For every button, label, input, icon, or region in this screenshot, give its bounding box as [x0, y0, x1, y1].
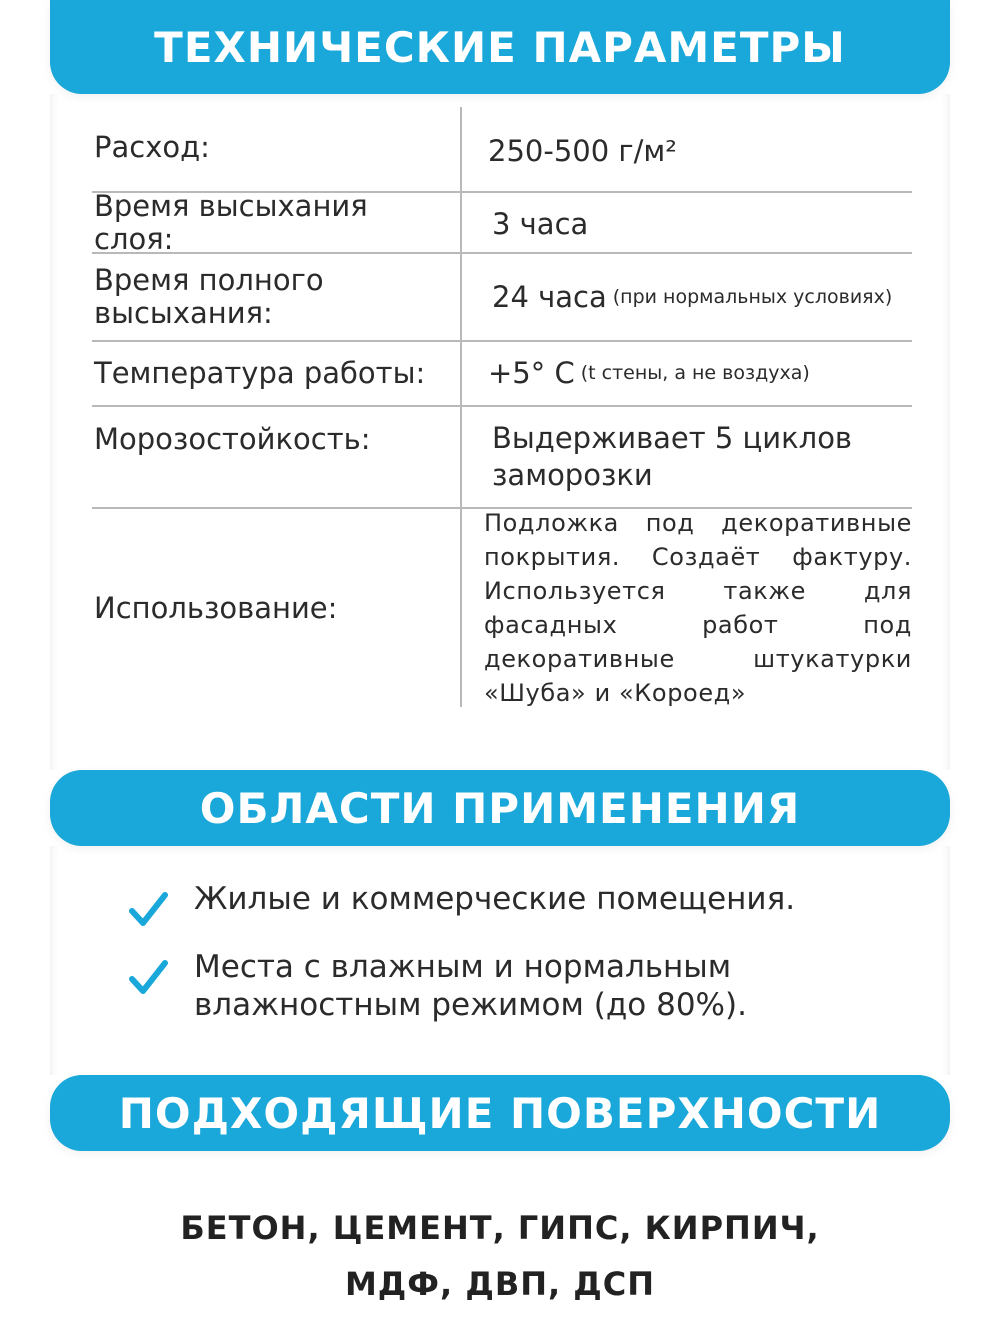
- param-value-text: 24 часа: [492, 279, 607, 314]
- surfaces-line: МДФ, ДВП, ДСП: [344, 1265, 656, 1303]
- param-row: [92, 188, 912, 256]
- tech-params-banner: [50, 0, 950, 94]
- param-value-text: 250-500 г/м²: [488, 133, 677, 168]
- param-value: [462, 407, 912, 507]
- param-label: Использование:: [92, 509, 462, 707]
- tech-params-table: [92, 107, 912, 707]
- param-label: Температура работы:: [92, 342, 462, 405]
- param-value: [462, 193, 912, 252]
- areas-title: ОБЛАСТИ ПРИМЕНЕНИЯ: [199, 783, 801, 833]
- checkmark-icon: [128, 958, 168, 998]
- areas-list: [128, 880, 888, 1042]
- surfaces-banner: [50, 1075, 950, 1151]
- param-value: [462, 254, 912, 340]
- list-item-text: Жилые и коммерческие помещения.: [194, 881, 796, 917]
- param-row: [92, 254, 912, 342]
- param-value: [462, 107, 912, 191]
- surfaces-line: БЕТОН, ЦЕМЕНТ, ГИПС, КИРПИЧ,: [180, 1209, 820, 1247]
- param-value-text: 3 часа: [492, 207, 589, 241]
- param-row: [92, 342, 912, 407]
- param-label: Время полного высыхания:: [92, 254, 462, 340]
- areas-banner: [50, 770, 950, 846]
- list-item: [128, 948, 888, 1024]
- param-row: [92, 509, 912, 707]
- surfaces-title: ПОДХОДЯЩИЕ ПОВЕРХНОСТИ: [118, 1088, 882, 1138]
- param-label: Расход:: [92, 107, 462, 191]
- param-value: [462, 509, 912, 707]
- param-note: (t стены, а не воздуха): [580, 362, 810, 384]
- param-value-text: Выдерживает 5 циклов заморозки: [492, 421, 853, 492]
- list-item: [128, 880, 888, 930]
- surfaces-list: [50, 1200, 950, 1312]
- list-item-text: Места с влажным и нормальным влажностным режимом (до 80%).: [194, 949, 747, 1023]
- param-value-text: Подложка под декоративные покрытия. Создаёт фактуру. Используется также для фасадных работ под декоративные штукатурки «Шуба» и «Короед»: [484, 509, 912, 707]
- param-row: [92, 107, 912, 193]
- param-note: (при нормальных условиях): [612, 285, 893, 308]
- param-label: Морозостойкость:: [92, 407, 462, 507]
- param-value-text: +5° С: [488, 356, 575, 390]
- param-row: [92, 407, 912, 509]
- checkmark-icon: [128, 890, 168, 930]
- tech-params-title: ТЕХНИЧЕСКИЕ ПАРАМЕТРЫ: [154, 22, 846, 72]
- param-value: [462, 342, 912, 405]
- param-label: Время высыхания слоя:: [92, 193, 462, 252]
